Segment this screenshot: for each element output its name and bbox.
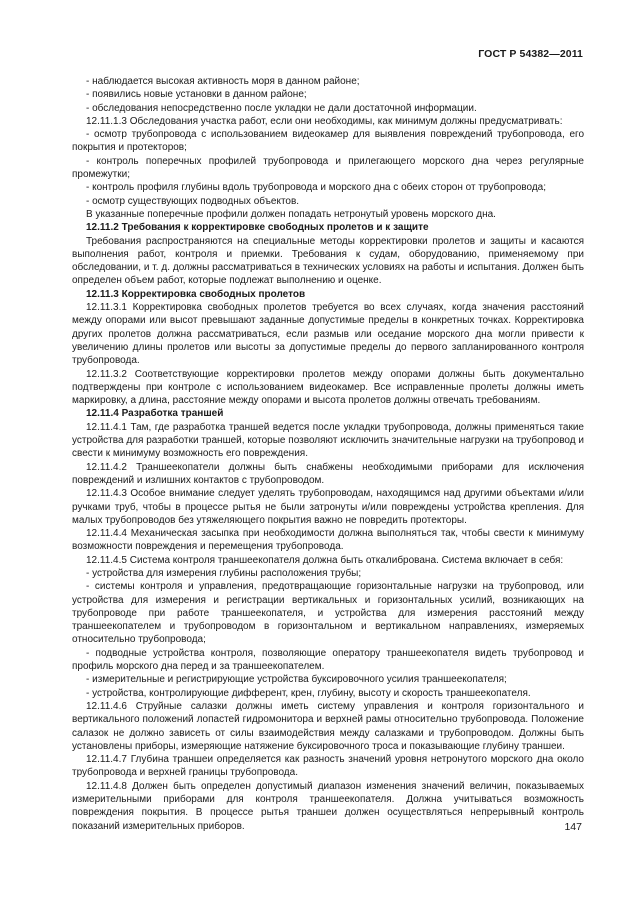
paragraph: - измерительные и регистрирующие устройства буксировочного усилия траншеекопателя;: [86, 674, 507, 686]
paragraph: - контроль поперечных профилей трубопровода и прилегающего морского дна через регулярные промежутки;: [72, 155, 584, 181]
paragraph: 12.11.4.5 Система контроля траншеекопателя должна быть откалибрована. Система включает в себя:: [86, 554, 564, 566]
paragraph: - осмотр трубопровода с использованием видеокамер для выявления повреждений трубопровода, его покрытия и протекторов;: [72, 129, 584, 154]
paragraph: 12.11.4.2 Траншеекопатели должны быть снабжены необходимыми приборами для исключения повреждений и излишних контактов с трубопроводом.: [72, 461, 584, 486]
section-heading: 12.11.3 Корректировка свободных пролетов: [86, 288, 306, 300]
paragraph: 12.11.3.2 Соответствующие корректировки пролетов между опорами должны быть документально подтверждены при контроле с использованием видеокамер. Все исправленные пролеты должны иметь маркировку, а длина, расстояние между опорами и высота пролетов должны отвечать требованиям.: [72, 368, 584, 407]
paragraph: - обследования непосредственно после укладки не дали достаточной информации.: [86, 102, 477, 114]
paragraph: - наблюдается высокая активность моря в данном районе;: [86, 76, 360, 87]
paragraph: - контроль профиля глубины вдоль трубопровода и морского дна с обеих сторон от трубопровода;: [86, 182, 547, 194]
paragraph: 12.11.1.3 Обследования участка работ, если они необходимы, как минимум должны предусматривать:: [86, 115, 563, 127]
paragraph: - устройства для измерения глубины расположения трубы;: [86, 567, 362, 579]
paragraph: - системы контроля и управления, предотвращающие горизонтальные нагрузки на трубопровод, или устройства для измерения и регистрации вертикальных и горизонтальных усилий, возникающих на трубопроводе при работе траншеекопателя, и устройства для измерения расстояний между траншеекопателем и трубопроводом в горизонтальном и вертикальном направлениях, измеряемых относительно трубопровода;: [72, 581, 584, 646]
standard-header: ГОСТ Р 54382—2011: [478, 48, 583, 60]
paragraph: 12.11.4.7 Глубина траншеи определяется как разность значений уровня нетронутого морского дна около трубопровода и верхней границы трубопровода.: [72, 754, 584, 779]
paragraph: 12.11.4.4 Механическая засыпка при необходимости должна выполняться так, чтобы свести к минимуму возможности повреждения и перемещения трубопровода.: [72, 528, 584, 553]
section-heading: 12.11.4 Разработка траншей: [86, 408, 224, 420]
paragraph: 12.11.4.6 Струйные салазки должны иметь систему управления и контроля горизонтального и вертикального положений лопастей гидромонитора и верхней рамы относительно трубопровода. Положение салазок не должно зависеть от силы взаимодействия между салазками и трубопроводом. Должны быть установлены приборы, измеряющие натяжение буксировочного троса и показывающие глубину траншеи.: [72, 700, 584, 752]
paragraph: В указанные поперечные профили должен попадать нетронутый уровень морского дна.: [86, 208, 496, 220]
document-body: [72, 75, 584, 833]
paragraph: - появились новые установки в данном районе;: [86, 89, 307, 101]
section-heading: 12.11.2 Требования к корректировке свободных пролетов и к защите: [86, 222, 429, 234]
paragraph: 12.11.4.8 Должен быть определен допустимый диапазон изменения значений величин, показываемых измерительными приборами для контроля траншеекопателя. Должна учитываться возможность повреждения покрытия. В процессе рытья траншеи должен осуществляться непрерывный контроль показаний измерительных приборов.: [72, 780, 584, 832]
paragraph: - подводные устройства контроля, позволяющие оператору траншеекопателя видеть трубопровод и профиль морского дна перед и за траншеекопателем.: [72, 647, 584, 673]
page-number: 147: [564, 821, 582, 833]
paragraph: 12.11.4.1 Там, где разработка траншей ведется после укладки трубопровода, должны применяться такие устройства для разработки траншей, которые позволяют исключить значительные нагрузки на трубопровод и свести к минимуму возможность его повреждения.: [72, 421, 584, 460]
paragraph: - осмотр существующих подводных объектов.: [86, 195, 300, 207]
paragraph: 12.11.3.1 Корректировка свободных пролетов требуется во всех случаях, когда значения расстояний между опорами или высот превышают заданные допустимые пределы в конкретных точках. Корректировка других пролетов должна рассматриваться, если размыв или оседание морского дна могли привести к увеличению длины пролетов или высоты за допустимые пределы до первого запланированного контроля трубопровода.: [72, 302, 584, 367]
paragraph: - устройства, контролирующие дифферент, крен, глубину, высоту и скорость траншеекопателя.: [86, 687, 531, 699]
paragraph: Требования распространяются на специальные методы корректировки пролетов и защиты и касаются выполнения работ, контроля и приемки. Требования к судам, оборудованию, применяемому при обследовании, и т. д. должны рассматриваться в технических условиях на работы и испытания. Должен быть определен объем работ, которые подлежат выполнению и оценке.: [72, 235, 584, 287]
paragraph: 12.11.4.3 Особое внимание следует уделять трубопроводам, находящимся над другими объектами и/или ручками труб, чтобы в процессе рытья не были затронуты и/или повреждены устройства крепления. Для малых трубопроводов без утяжеляющего покрытия важно не повредить протекторы.: [72, 488, 584, 526]
